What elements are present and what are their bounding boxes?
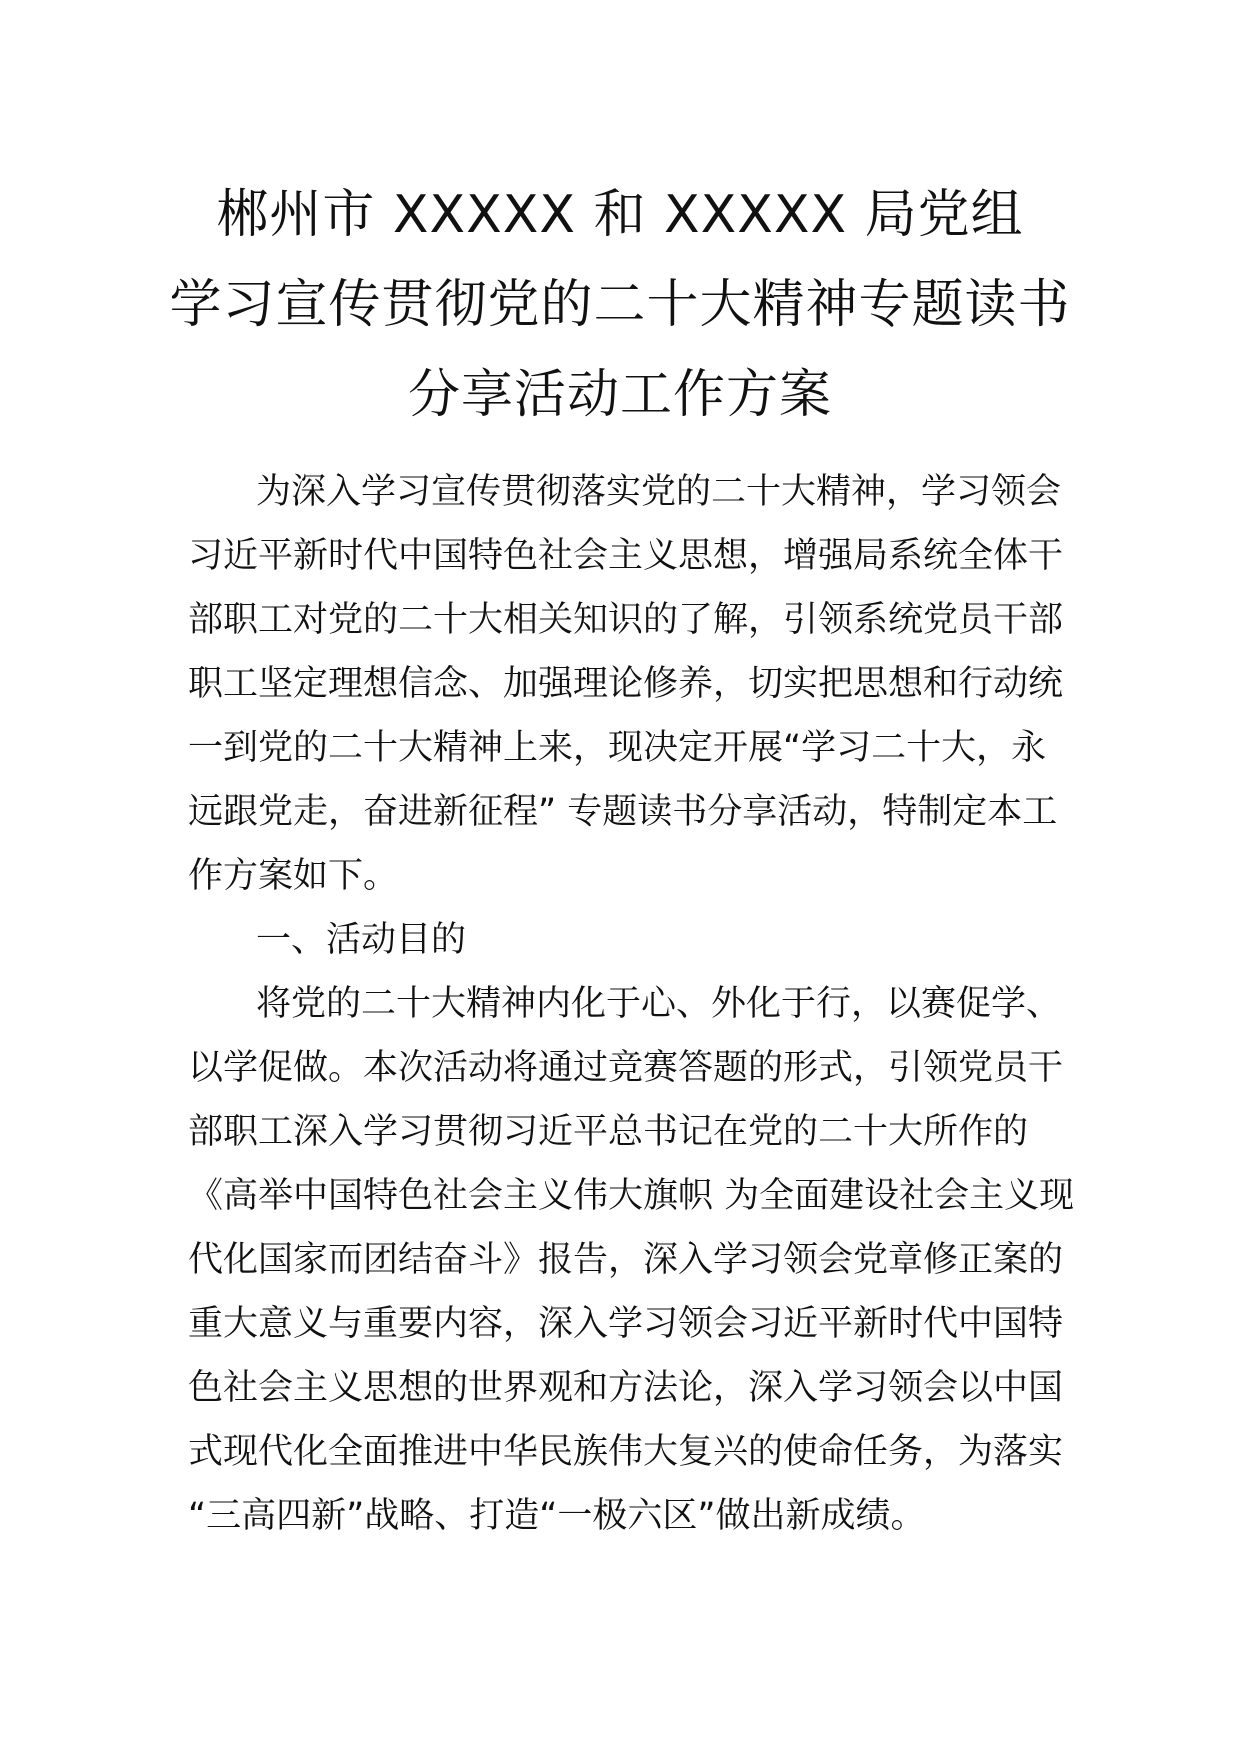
purpose-paragraph-line: 部职工深入学习贯彻习近平总书记在党的二十大所作的 (188, 1112, 1029, 1152)
purpose-paragraph-line: “三高四新”战略、打造“一极六区”做出新成绩。 (188, 1496, 926, 1536)
purpose-paragraph-line: 《高举中国特色社会主义伟大旗帜 为全面建设社会主义现 (188, 1176, 1075, 1216)
intro-paragraph-line: 作方案如下。 (188, 856, 399, 896)
purpose-paragraph-line: 式现代化全面推进中华民族伟大复兴的使命任务，为落实 (188, 1432, 1064, 1472)
purpose-paragraph-line: 将党的二十大精神内化于心、外化于行，以赛促学、 (256, 984, 1062, 1024)
document-body (188, 460, 1075, 1548)
intro-paragraph-line: 职工坚定理想信念、加强理论修养，切实把思想和行动统 (188, 664, 1064, 704)
title-line-2: 学习宣传贯彻党的二十大精神专题读书 (169, 275, 1071, 335)
purpose-paragraph-line: 以学促做。本次活动将通过竞赛答题的形式，引领党员干 (188, 1048, 1064, 1088)
intro-paragraph-line: 远跟党走，奋进新征程” 专题读书分享活动，特制定本工 (188, 792, 1058, 832)
intro-paragraph-line: 为深入学习宣传贯彻落实党的二十大精神，学习领会 (256, 472, 1062, 512)
intro-paragraph-line: 习近平新时代中国特色社会主义思想，增强局系统全体干 (188, 536, 1064, 576)
purpose-paragraph-line: 代化国家而团结奋斗》报告，深入学习领会党章修正案的 (188, 1240, 1064, 1280)
purpose-paragraph-line: 重大意义与重要内容，深入学习领会习近平新时代中国特 (188, 1304, 1064, 1344)
document-title (150, 170, 1090, 440)
purpose-paragraph-line: 色社会主义思想的世界观和方法论，深入学习领会以中国 (188, 1368, 1064, 1408)
title-line-3: 分享活动工作方案 (407, 365, 832, 425)
intro-paragraph-line: 一到党的二十大精神上来，现决定开展“学习二十大，永 (188, 728, 1047, 768)
title-line-1: 郴州市 XXXXX 和 XXXXX 局党组 (216, 185, 1024, 245)
section-heading: 一、活动目的 (256, 920, 467, 960)
intro-paragraph-line: 部职工对党的二十大相关知识的了解，引领系统党员干部 (188, 600, 1064, 640)
